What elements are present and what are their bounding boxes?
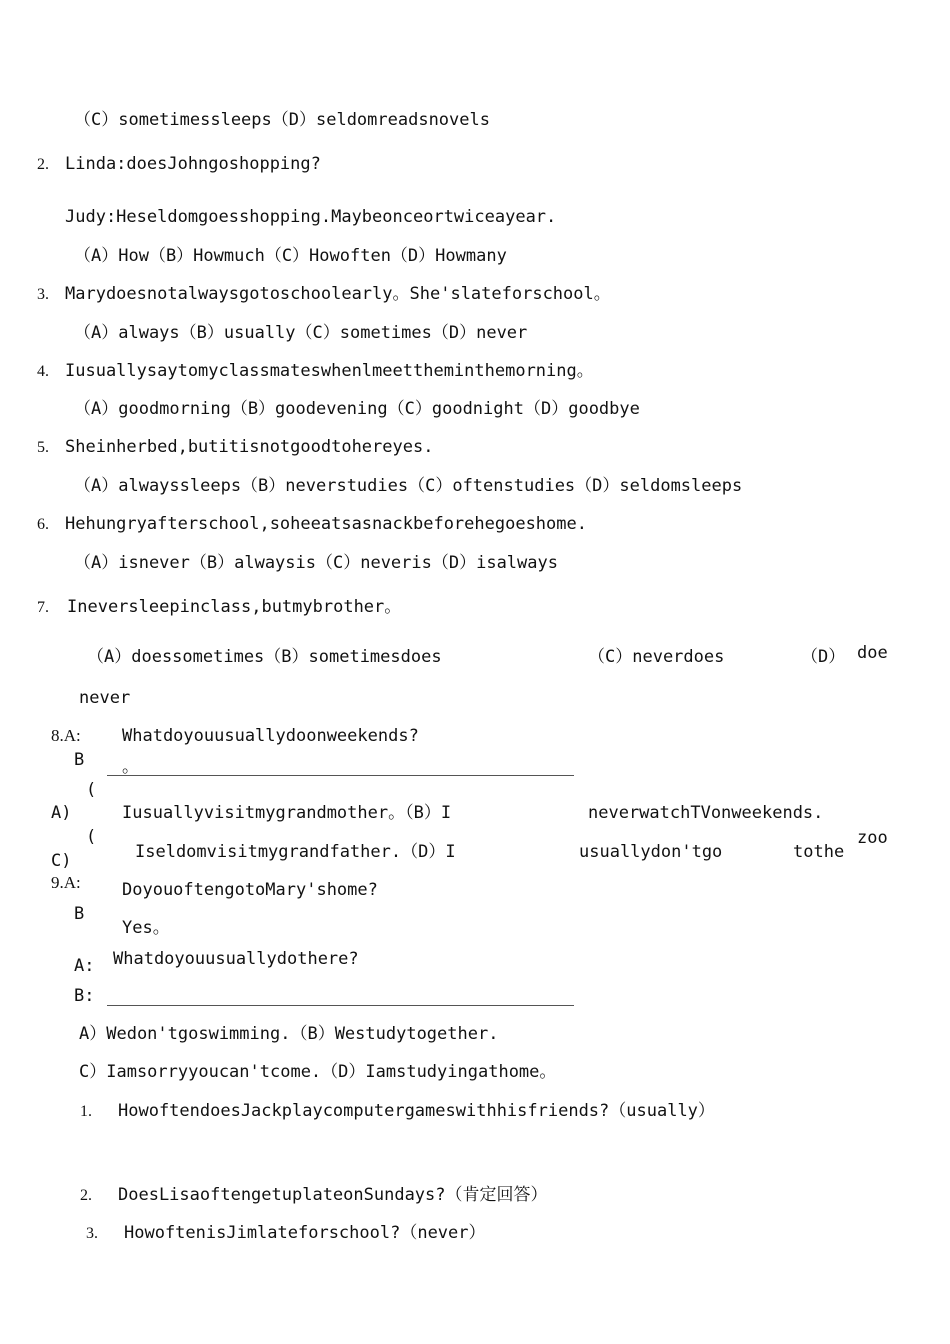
- q9-options-ab: A）Wedon'tgoswimming.（B）Westudytogether.: [79, 1024, 499, 1044]
- q8-opt-d-rest-1: usuallydon'tgo: [579, 842, 723, 862]
- q7-option-d-word2: never: [79, 688, 131, 708]
- q9-b2-label: B:: [74, 986, 95, 1006]
- q8-opt-d-rest-2: tothe: [793, 842, 845, 862]
- q3-prompt: Marydoesnotalwaysgotoschoolearly。She'slateforschool。: [65, 284, 611, 304]
- q8-opt-b-rest: neverwatchTVonweekends.: [588, 803, 824, 823]
- q2-options: （A）How（B）Howmuch（C）Howoften（D）Howmany: [74, 246, 507, 266]
- q7-prompt: Ineversleepinclass,butmybrother。: [67, 597, 402, 617]
- q8-b-label: B: [74, 750, 85, 770]
- q8-opt-c-label: C): [51, 851, 72, 871]
- q8-opt-c-label-clipped: [51, 846, 81, 871]
- q9-options-cd: C）Iamsorryyoucan'tcome.（D）Iamstudyingathome。: [79, 1062, 557, 1082]
- rewrite-2-text: DoesLisaoftengetuplateonSundays?（肯定回答）: [118, 1185, 548, 1205]
- q7-option-d-word1: doe: [857, 643, 888, 663]
- q8-opt-c-text: Iseldomvisitmygrandfather.（D）I: [135, 842, 456, 862]
- rewrite-2-number: 2.: [80, 1187, 92, 1204]
- q3-number: 3.: [37, 286, 49, 303]
- q2-prompt: Linda:doesJohngoshopping?: [65, 154, 321, 174]
- q9-a2-label: A:: [74, 956, 95, 976]
- q8-number-a: 8.A:: [51, 726, 81, 745]
- q5-options: （A）alwayssleeps（B）neverstudies（C）oftenstudies（D）seldomsleeps: [74, 476, 743, 496]
- q5-number: 5.: [37, 439, 49, 456]
- rewrite-3-number: 3.: [86, 1225, 98, 1242]
- q4-prompt: Iusuallysaytomyclassmateswhenlmeettheminthemorning。: [65, 361, 594, 381]
- q7-option-ab: （A）doessometimes（B）sometimesdoes: [87, 647, 442, 667]
- q7-option-d-label: （D）: [801, 647, 846, 667]
- q8-opt-a-label: A): [51, 803, 72, 823]
- q9-b-text: Yes。: [122, 918, 170, 938]
- q6-prompt: Hehungryafterschool,soheeatsasnackbeforehegoeshome.: [65, 514, 587, 534]
- q7-option-c: （C）neverdoes: [588, 647, 725, 667]
- q9-answer-blank[interactable]: [107, 1005, 574, 1006]
- q2-reply: Judy:Heseldomgoesshopping.Maybeonceortwiceayear.: [65, 207, 557, 227]
- q6-options: （A）isnever（B）alwaysis（C）neveris（D）isalways: [74, 553, 558, 573]
- q7-number: 7.: [37, 599, 49, 616]
- q3-options: （A）always（B）usually（C）sometimes（D）never: [74, 323, 528, 343]
- rewrite-1-text: HowoftendoesJackplaycomputergameswithhisfriends?（usually）: [118, 1101, 715, 1121]
- q9-a-text: DoyouoftengotoMary'shome?: [122, 880, 378, 900]
- q8-paren-2: (: [86, 827, 97, 847]
- q9-b-label: B: [74, 904, 85, 924]
- q1-options-cd: （C）sometimessleeps（D）seldomreadsnovels: [74, 110, 490, 130]
- q8-answer-blank[interactable]: [107, 775, 574, 776]
- q8-b-text: 。: [122, 757, 139, 777]
- q8-a-text: Whatdoyouusuallydoonweekends?: [122, 726, 419, 746]
- q8-opt-a-text: Iusuallyvisitmygrandmother。（B）I: [122, 803, 452, 823]
- q2-number: 2.: [37, 156, 49, 173]
- q9-a2-text: Whatdoyouusuallydothere?: [113, 949, 359, 969]
- q5-prompt: Sheinherbed,butitisnotgoodtohereyes.: [65, 437, 434, 457]
- q8-opt-d-rest-3: zoo: [857, 828, 888, 848]
- q4-number: 4.: [37, 363, 49, 380]
- rewrite-1-number: 1.: [80, 1103, 92, 1120]
- q8-paren-1: (: [86, 780, 97, 800]
- q9-number-a: 9.A:: [51, 873, 81, 892]
- rewrite-3-text: HowoftenisJimlateforschool?（never）: [124, 1223, 486, 1243]
- q4-options: （A）goodmorning（B）goodevening（C）goodnight（D）goodbye: [74, 399, 640, 419]
- q6-number: 6.: [37, 516, 49, 533]
